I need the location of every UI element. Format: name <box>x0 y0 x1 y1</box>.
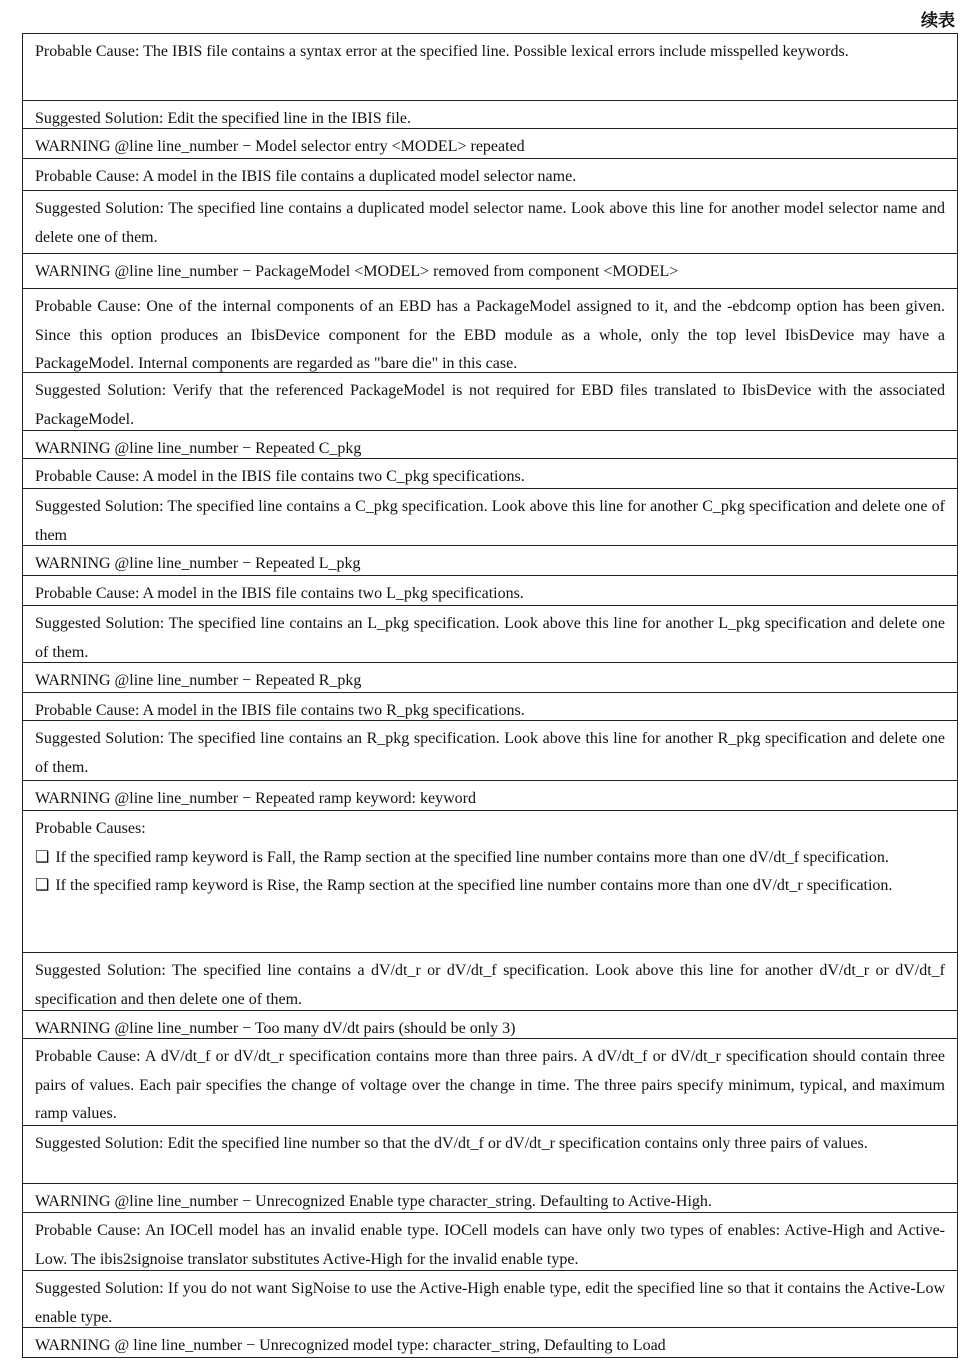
row-text: WARNING @line line_number − Unrecognized Enable type character_string. Defaulting to Active-High. <box>35 1193 712 1210</box>
bullet-item <box>35 844 945 873</box>
warning-row <box>23 1011 957 1039</box>
warning-row <box>23 129 957 159</box>
row-text: Probable Cause: The IBIS file contains a syntax error at the specified line. Possible lexical errors include misspelled keywords. <box>35 43 849 60</box>
row-text: Suggested Solution: Verify that the referenced PackageModel is not required for EBD files translated to IbisDevice with the associated PackageModel. <box>35 382 945 428</box>
row-text: Suggested Solution: Edit the specified line number so that the dV/dt_f or dV/dt_r specification contains only three pairs of values. <box>35 1135 868 1152</box>
row-text: Suggested Solution: Edit the specified line in the IBIS file. <box>35 110 411 127</box>
probable-cause-row <box>23 693 957 721</box>
bullet-text: If the specified ramp keyword is Rise, the Ramp section at the specified line number contains more than one dV/dt_r specification. <box>55 877 893 894</box>
suggested-solution-row <box>23 1126 957 1184</box>
suggested-solution-row <box>23 191 957 254</box>
row-text: Suggested Solution: The specified line contains a C_pkg specification. Look above this line for another C_pkg specification and delete one of them <box>35 498 945 544</box>
row-text: Probable Cause: A model in the IBIS file contains a duplicated model selector name. <box>35 168 577 185</box>
row-text: WARNING @ line line_number − Unrecognized model type: character_string, Defaulting to Load <box>35 1337 666 1354</box>
warning-row <box>23 1184 957 1213</box>
probable-cause-row <box>23 1039 957 1126</box>
warning-row <box>23 1328 957 1358</box>
row-text: WARNING @line line_number − Model selector entry <MODEL> repeated <box>35 138 525 155</box>
probable-cause-row <box>23 459 957 489</box>
row-text: Suggested Solution: If you do not want SigNoise to use the Active-High enable type, edit the specified line so that it contains the Active-Low enable type. <box>35 1280 945 1326</box>
suggested-solution-row <box>23 489 957 546</box>
probable-cause-row <box>23 576 957 606</box>
row-text: WARNING @line line_number − Repeated C_pkg <box>35 440 362 457</box>
probable-cause-row <box>23 811 957 953</box>
row-text: Probable Cause: A model in the IBIS file contains two R_pkg specifications. <box>35 702 525 719</box>
row-text: Probable Cause: A model in the IBIS file contains two C_pkg specifications. <box>35 468 525 485</box>
probable-cause-row <box>23 34 957 101</box>
row-text: WARNING @line line_number − Repeated R_pkg <box>35 672 362 689</box>
probable-cause-row <box>23 159 957 191</box>
warning-row <box>23 431 957 459</box>
bullet-item <box>35 872 945 901</box>
suggested-solution-row <box>23 1271 957 1328</box>
row-text: WARNING @line line_number − PackageModel <MODEL> removed from component <MODEL> <box>35 263 679 280</box>
row-text: Probable Cause: One of the internal components of an EBD has a PackageModel assigned to it, and the -ebdcomp option has been given. Since this option produces an IbisDevice component for the EBD module as a whole, only the top level IbisDevice may have a PackageModel. Internal components are regarded as "bare die" in this case. <box>35 298 945 372</box>
row-text: Probable Causes: <box>35 820 146 837</box>
suggested-solution-row <box>23 373 957 431</box>
suggested-solution-row <box>23 953 957 1011</box>
checkbox-bullet-icon: ❑ <box>35 848 50 866</box>
row-text: Probable Cause: A dV/dt_f or dV/dt_r specification contains more than three pairs. A dV/dt_f or dV/dt_r specification should contain three pairs of values. Each pair specifies the change of voltage over the change in time. The three pairs specify minimum, typical, and maximum ramp values. <box>35 1048 945 1122</box>
warnings-table <box>22 33 958 1358</box>
row-text: WARNING @line line_number − Too many dV/dt pairs (should be only 3) <box>35 1020 516 1037</box>
bullet-text: If the specified ramp keyword is Fall, the Ramp section at the specified line number contains more than one dV/dt_f specification. <box>55 848 889 866</box>
row-text: Probable Cause: A model in the IBIS file contains two L_pkg specifications. <box>35 585 524 602</box>
warning-row <box>23 254 957 289</box>
warning-row <box>23 663 957 693</box>
row-text: WARNING @line line_number − Repeated L_pkg <box>35 555 361 572</box>
row-text: Suggested Solution: The specified line contains a duplicated model selector name. Look above this line for another model selector name and delete one of them. <box>35 200 945 246</box>
suggested-solution-row <box>23 606 957 663</box>
row-text: Probable Cause: An IOCell model has an invalid enable type. IOCell models can have only two types of enables: Active-High and Active-Low. The ibis2signoise translator substitutes Active-High for the invalid enable type. <box>35 1222 945 1268</box>
suggested-solution-row <box>23 721 957 781</box>
continued-table-label: 续表 <box>921 11 955 31</box>
row-text: WARNING @line line_number − Repeated ramp keyword: keyword <box>35 790 476 807</box>
checkbox-bullet-icon: ❑ <box>35 877 50 894</box>
warning-row <box>23 546 957 576</box>
probable-cause-row <box>23 289 957 373</box>
row-text: Suggested Solution: The specified line contains an L_pkg specification. Look above this line for another L_pkg specification and delete one of them. <box>35 615 945 661</box>
row-text: Suggested Solution: The specified line contains a dV/dt_r or dV/dt_f specification. Look above this line for another dV/dt_r or dV/dt_f specification and then delete one of them. <box>35 962 945 1008</box>
probable-cause-row <box>23 1213 957 1271</box>
suggested-solution-row <box>23 101 957 129</box>
row-text: Suggested Solution: The specified line contains an R_pkg specification. Look above this line for another R_pkg specification and delete one of them. <box>35 730 945 776</box>
warning-row <box>23 781 957 811</box>
